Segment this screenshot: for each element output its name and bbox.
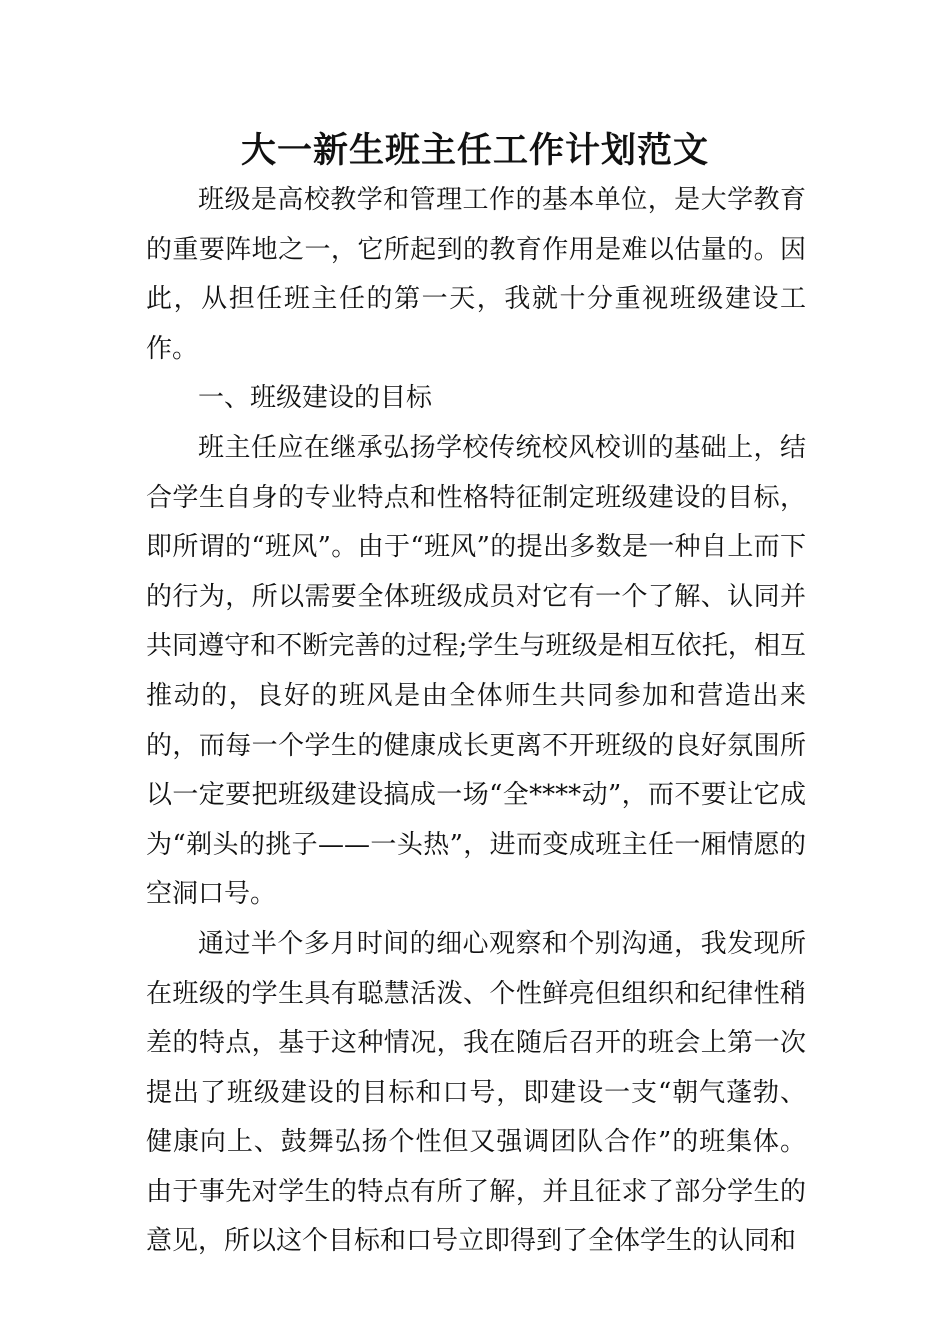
paragraph-observation: 通过半个多月时间的细心观察和个别沟通，我发现所在班级的学生具有聪慧活泼、个性鲜亮但组织和纪律性稍差的特点，基于这种情况，我在随后召开的班会上第一次提出了班级建设的目标和口号，即建设一支“朝气蓬勃、健康向上、鼓舞弘扬个性但又强调团队合作”的班集体。由于事先对学生的特点有所了解，并且征求了部分学生的意见，所以这个目标和口号立即得到了全体学生的认同和: [146, 928, 806, 1257]
section-heading-goals: 一、班级建设的目标: [198, 383, 433, 414]
paragraph-intro: 班级是高校教学和管理工作的基本单位，是大学教育的重要阵地之一，它所起到的教育作用是难以估量的。因此，从担任班主任的第一天，我就十分重视班级建设工作。: [146, 185, 806, 364]
document-body: [146, 176, 806, 1267]
document-title: 大一新生班主任工作计划范文: [240, 131, 709, 171]
paragraph-class-style: 班主任应在继承弘扬学校传统校风校训的基础上，结合学生自身的专业特点和性格特征制定班级建设的目标，即所谓的“班风”。由于“班风”的提出多数是一种自上而下的行为，所以需要全体班级成员对它有一个了解、认同并共同遵守和不断完善的过程;学生与班级是相互依托，相互推动的，良好的班风是由全体师生共同参加和营造出来的，而每一个学生的健康成长更离不开班级的良好氛围所以一定要把班级建设搞成一场“全****动”，而不要让它成为“剃头的挑子——一头热”，进而变成班主任一厢情愿的空洞口号。: [146, 432, 806, 910]
